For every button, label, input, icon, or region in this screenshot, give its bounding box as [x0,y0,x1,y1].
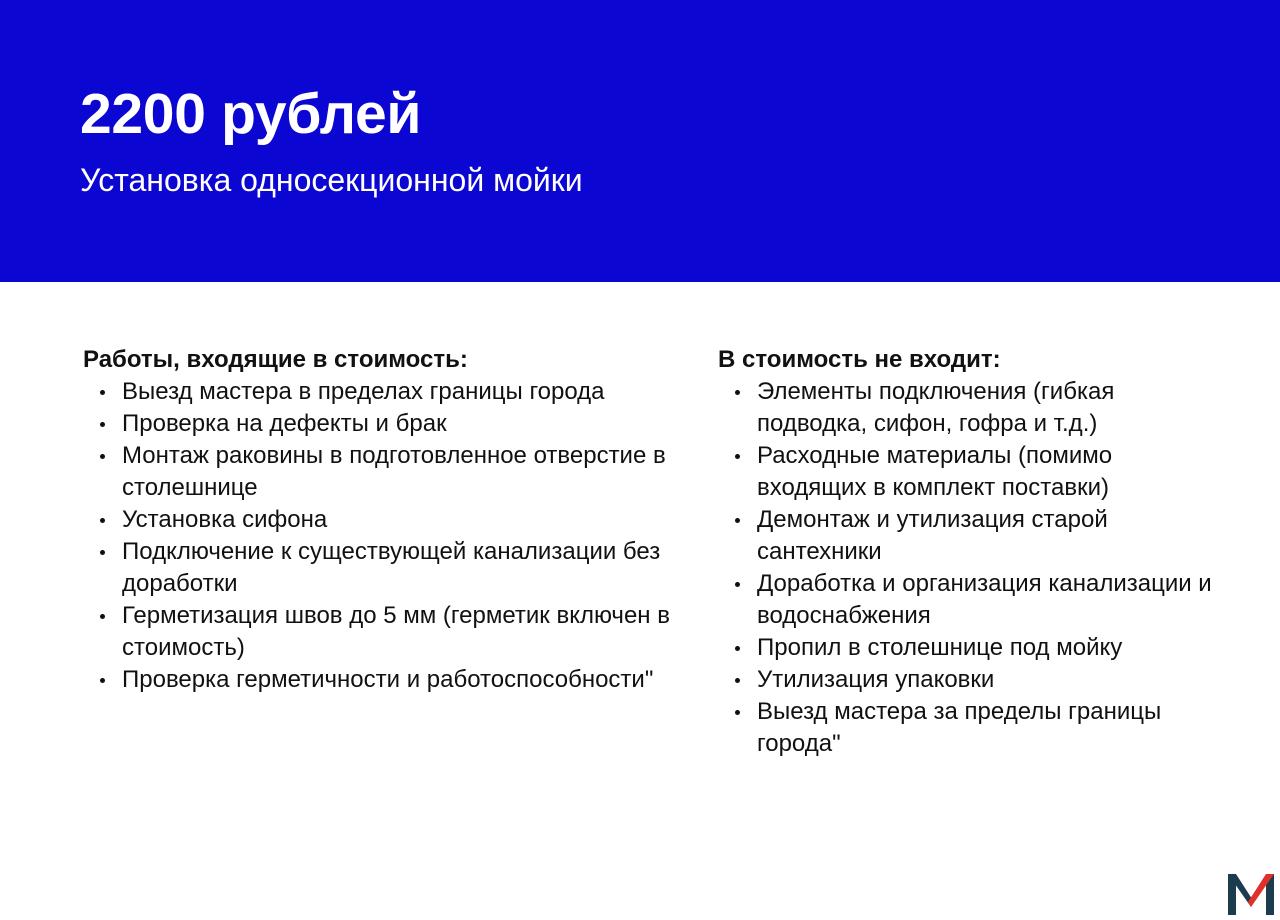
excluded-section [718,344,1228,760]
service-subtitle: Установка односекционной мойки [80,162,583,198]
list-item: Герметизация швов до 5 мм (герметик включен в стоимость) [122,600,683,664]
list-item: Выезд мастера за пределы границы города" [757,696,1228,760]
list-item: Выезд мастера в пределах границы города [122,376,683,408]
list-item: Проверка на дефекты и брак [122,408,683,440]
m-logo-icon [1226,872,1276,916]
list-item: Установка сифона [122,504,683,536]
list-item: Расходные материалы (помимо входящих в комплект поставки) [757,440,1228,504]
list-item: Доработка и организация канализации и водоснабжения [757,568,1228,632]
excluded-list [718,376,1228,760]
list-item: Демонтаж и утилизация старой сантехники [757,504,1228,568]
list-item: Утилизация упаковки [757,664,1228,696]
list-item: Подключение к существующей канализации без доработки [122,536,683,600]
price-title: 2200 рублей [80,82,422,146]
excluded-title: В стоимость не входит: [718,346,1001,373]
list-item: Проверка герметичности и работоспособности" [122,664,683,696]
list-item: Элементы подключения (гибкая подводка, сифон, гофра и т.д.) [757,376,1228,440]
list-item: Монтаж раковины в подготовленное отверстие в столешнице [122,440,683,504]
included-title: Работы, входящие в стоимость: [83,346,468,373]
included-list [83,376,683,696]
included-section [83,344,683,696]
list-item: Пропил в столешнице под мойку [757,632,1228,664]
price-banner [0,0,1280,282]
